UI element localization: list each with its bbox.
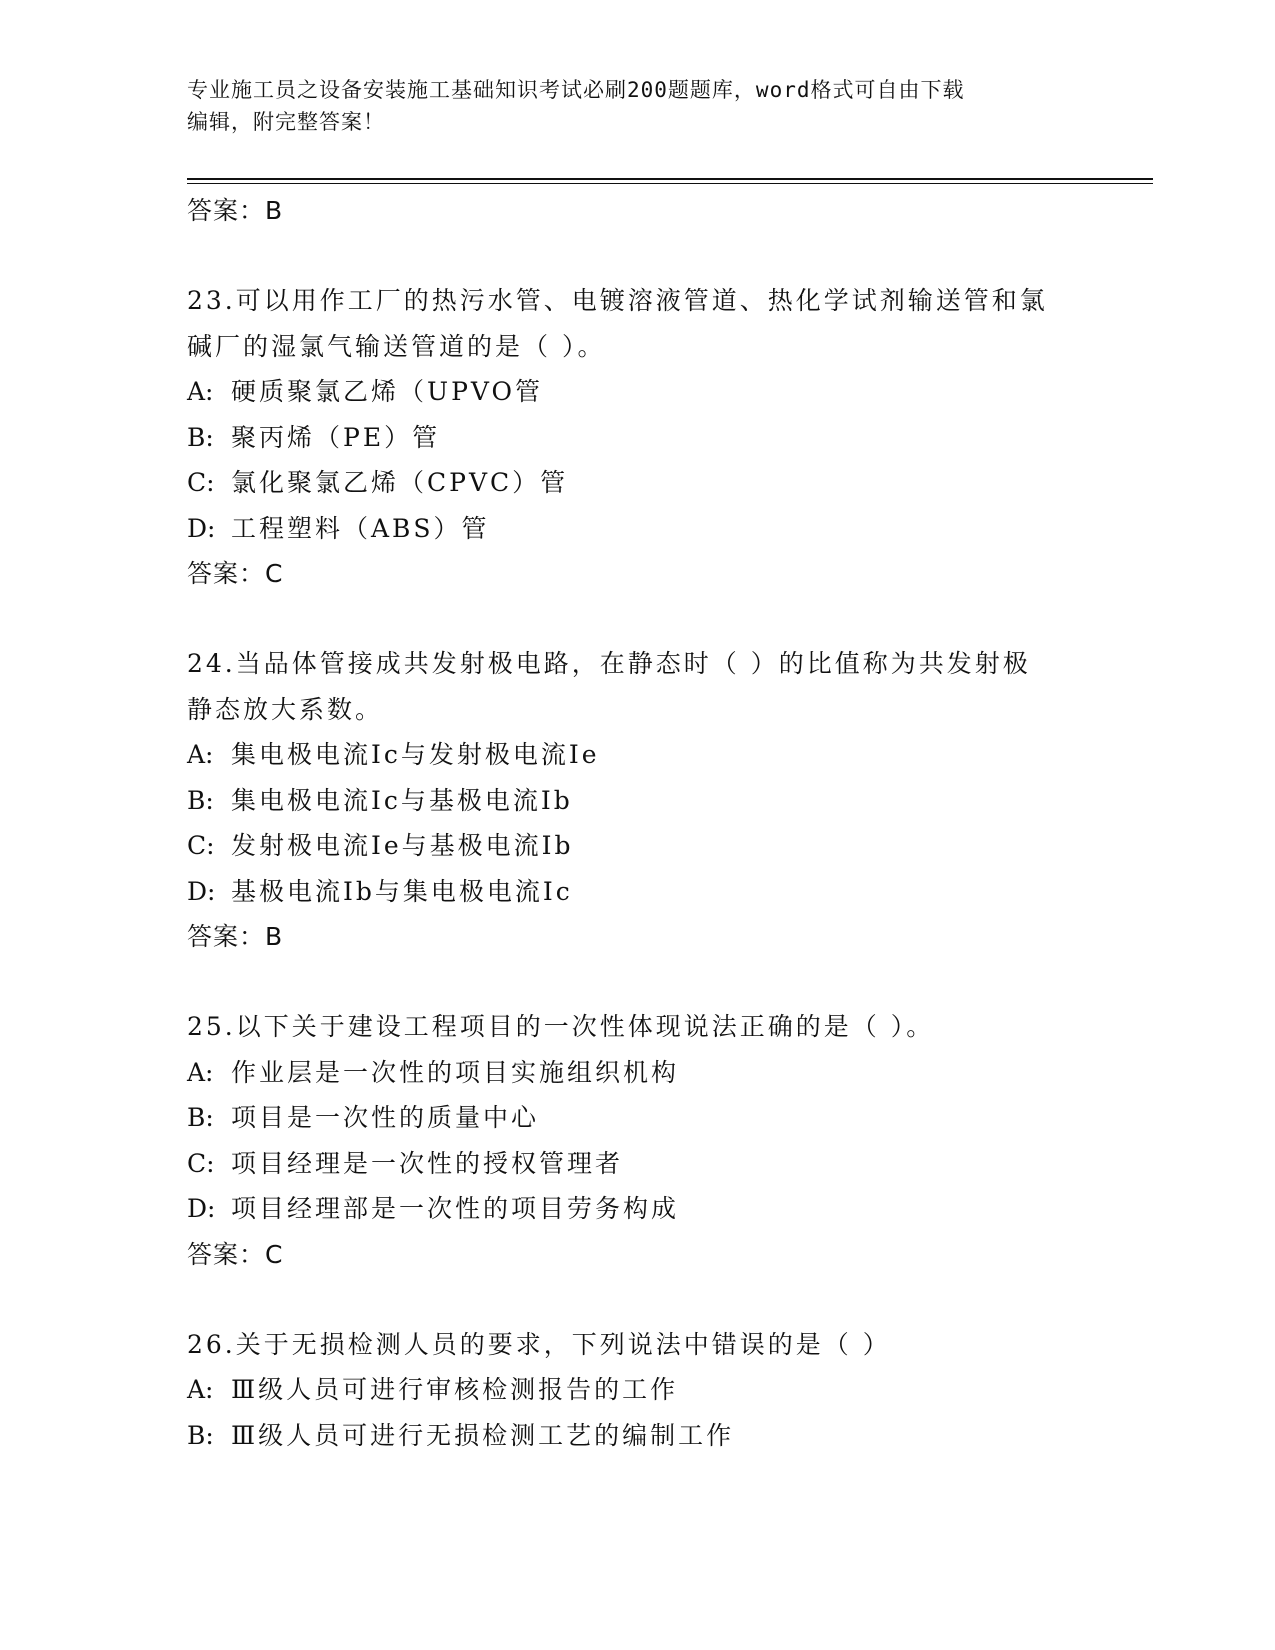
option-text: 基极电流Ib与集电极电流Ic xyxy=(231,876,573,906)
option-letter: B: xyxy=(187,1103,214,1132)
option-letter: A: xyxy=(187,1057,214,1087)
option-text: Ⅲ级人员可进行无损检测工艺的编制工作 xyxy=(231,1420,735,1450)
option-letter: A: xyxy=(187,1375,214,1404)
option-text: 硬质聚氯乙烯（UPVO管 xyxy=(231,377,544,406)
question-25 xyxy=(187,1004,1087,1278)
question-stem: 23.可以用作工厂的热污水管、电镀溶液管道、热化学试剂输送管和氯 xyxy=(187,286,1048,315)
question-23 xyxy=(187,278,1087,597)
option-letter: B: xyxy=(187,422,214,452)
question-stem: 静态放大系数。 xyxy=(187,694,384,724)
option-c xyxy=(187,460,1087,506)
option-text: 工程塑料（ABS）管 xyxy=(231,513,490,543)
option-text: 氯化聚氯乙烯（CPVC）管 xyxy=(231,468,569,497)
option-a xyxy=(187,1050,1087,1096)
option-c xyxy=(187,1141,1087,1187)
option-text: 项目经理部是一次性的项目劳务构成 xyxy=(231,1194,680,1223)
option-letter: B: xyxy=(187,785,214,815)
header-line-2: 编辑，附完整答案！ xyxy=(187,110,385,134)
header-line-1: 专业施工员之设备安装施工基础知识考试必刷200题题库，word格式可自由下载 xyxy=(187,78,965,102)
option-text: 项目经理是一次性的授权管理者 xyxy=(231,1148,624,1178)
option-letter: A: xyxy=(187,740,214,769)
option-b xyxy=(187,415,1087,461)
option-letter: D: xyxy=(187,876,216,906)
previous-answer: 答案：B xyxy=(187,196,284,225)
document-header xyxy=(187,74,1067,138)
option-text: 集电极电流Ic与发射极电流Ie xyxy=(231,740,600,769)
option-b xyxy=(187,1095,1087,1141)
option-text: Ⅲ级人员可进行审核检测报告的工作 xyxy=(231,1375,679,1404)
option-b xyxy=(187,778,1087,824)
option-b xyxy=(187,1413,1087,1459)
option-a xyxy=(187,732,1087,778)
answer: 答案：C xyxy=(187,1239,284,1269)
option-d xyxy=(187,506,1087,552)
option-letter: C: xyxy=(187,468,215,497)
option-a xyxy=(187,1367,1087,1413)
question-stem: 26.关于无损检测人员的要求，下列说法中错误的是（ ） xyxy=(187,1329,891,1359)
question-stem: 碱厂的湿氯气输送管道的是（ ）。 xyxy=(187,331,606,361)
option-c xyxy=(187,823,1087,869)
question-stem: 25.以下关于建设工程项目的一次性体现说法正确的是（ ）。 xyxy=(187,1012,935,1041)
option-a xyxy=(187,369,1087,415)
option-letter: C: xyxy=(187,1148,215,1178)
header-rule-thick xyxy=(187,178,1153,180)
option-text: 项目是一次性的质量中心 xyxy=(231,1103,540,1132)
option-text: 发射极电流Ie与基极电流Ib xyxy=(231,831,574,860)
option-text: 作业层是一次性的项目实施组织机构 xyxy=(231,1057,680,1087)
header-rule-thin xyxy=(187,183,1153,184)
option-d xyxy=(187,1186,1087,1232)
question-24 xyxy=(187,641,1087,960)
option-text: 集电极电流Ic与基极电流Ib xyxy=(231,785,573,815)
option-letter: B: xyxy=(187,1420,214,1450)
option-letter: D: xyxy=(187,1194,216,1223)
question-list xyxy=(187,188,1087,1458)
option-letter: C: xyxy=(187,831,215,860)
option-letter: A: xyxy=(187,377,214,406)
option-text: 聚丙烯（PE）管 xyxy=(231,422,441,452)
option-d xyxy=(187,869,1087,915)
question-stem: 24.当品体管接成共发射极电路，在静态时（ ）的比值称为共发射极 xyxy=(187,649,1031,678)
question-26 xyxy=(187,1322,1087,1459)
answer: 答案：C xyxy=(187,559,284,588)
answer: 答案：B xyxy=(187,922,284,951)
option-letter: D: xyxy=(187,513,216,543)
